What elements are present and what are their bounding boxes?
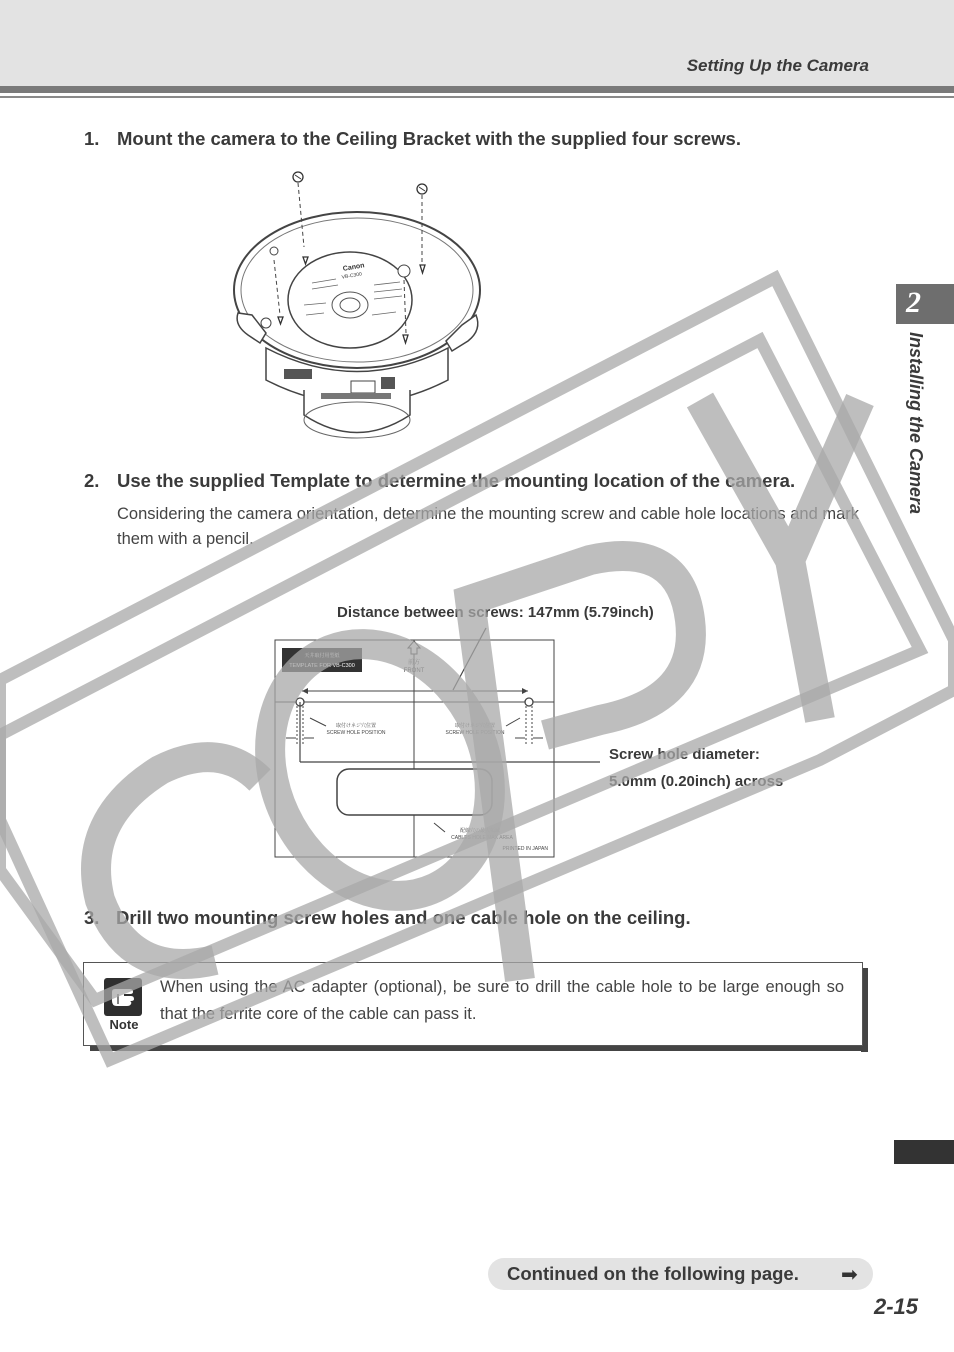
diameter-callout-line2: 5.0mm (0.20inch) across bbox=[609, 773, 784, 790]
screw-position-jp-right: 取付けネジ穴位置 bbox=[454, 723, 496, 729]
step-2-heading bbox=[84, 470, 795, 492]
step-1-number: 1. bbox=[84, 128, 100, 149]
chapter-number: 2 bbox=[906, 286, 921, 319]
diameter-callout-line1: Screw hole diameter: bbox=[609, 746, 760, 763]
header-rule-thin bbox=[0, 96, 954, 98]
step-3-text: Drill two mounting screw holes and one cable hole on the ceiling. bbox=[116, 907, 691, 928]
step-3-number: 3. bbox=[84, 907, 100, 928]
chapter-tab bbox=[896, 284, 954, 324]
template-label-jp: 天井取付用型紙 bbox=[304, 653, 340, 659]
camera-mounting-illustration bbox=[226, 165, 488, 445]
camera-brand-label: Canon bbox=[342, 262, 366, 273]
screw-position-jp-left: 取付けネジ穴位置 bbox=[335, 723, 377, 729]
front-label-en: FRONT bbox=[403, 668, 425, 674]
step-2-number: 2. bbox=[84, 470, 100, 491]
screw-position-en-left: SCREW HOLE POSITION bbox=[326, 730, 386, 736]
step-2-text: Use the supplied Template to determine the mounting location of the camera. bbox=[117, 470, 796, 491]
continued-text: Continued on the following page. bbox=[507, 1263, 799, 1284]
printed-in-japan: PRINTED IN JAPAN bbox=[502, 846, 548, 852]
note-label: Note bbox=[109, 1017, 139, 1032]
right-arrow-icon: ➡ bbox=[841, 1264, 858, 1286]
pointing-hand-icon bbox=[104, 978, 142, 1016]
template-label-en: TEMPLATE FOR VB-C300 bbox=[289, 663, 355, 669]
note-text: When using the AC adapter (optional), be sure to drill the cable hole to be large enough so that the ferrite core of the cable can pass it. bbox=[160, 978, 844, 1023]
chapter-side-title: Installing the Camera bbox=[906, 332, 926, 515]
running-header: Setting Up the Camera bbox=[686, 56, 869, 75]
header-rule bbox=[0, 86, 954, 93]
cable-area-jp: 配線穴の最大領域 bbox=[459, 828, 501, 834]
camera-model-label: VB-C300 bbox=[341, 271, 363, 281]
step-3-heading bbox=[84, 907, 691, 929]
distance-callout: Distance between screws: 147mm (5.79inch) bbox=[337, 604, 654, 621]
step-1-heading bbox=[84, 128, 741, 150]
front-label-jp: 前方 bbox=[407, 659, 421, 666]
page-number: 2-15 bbox=[873, 1294, 918, 1319]
side-index-block bbox=[894, 1140, 954, 1164]
mounting-template-diagram bbox=[270, 620, 630, 865]
cable-area-en: CABLES HOLE MAX AREA bbox=[451, 835, 513, 841]
step-2-body: Considering the camera orientation, determine the mounting screw and cable hole locations and mark them with a pencil. bbox=[117, 505, 860, 548]
screw-position-en-right: SCREW HOLE POSITION bbox=[445, 730, 505, 736]
step-1-text: Mount the camera to the Ceiling Bracket with the supplied four screws. bbox=[117, 128, 741, 149]
